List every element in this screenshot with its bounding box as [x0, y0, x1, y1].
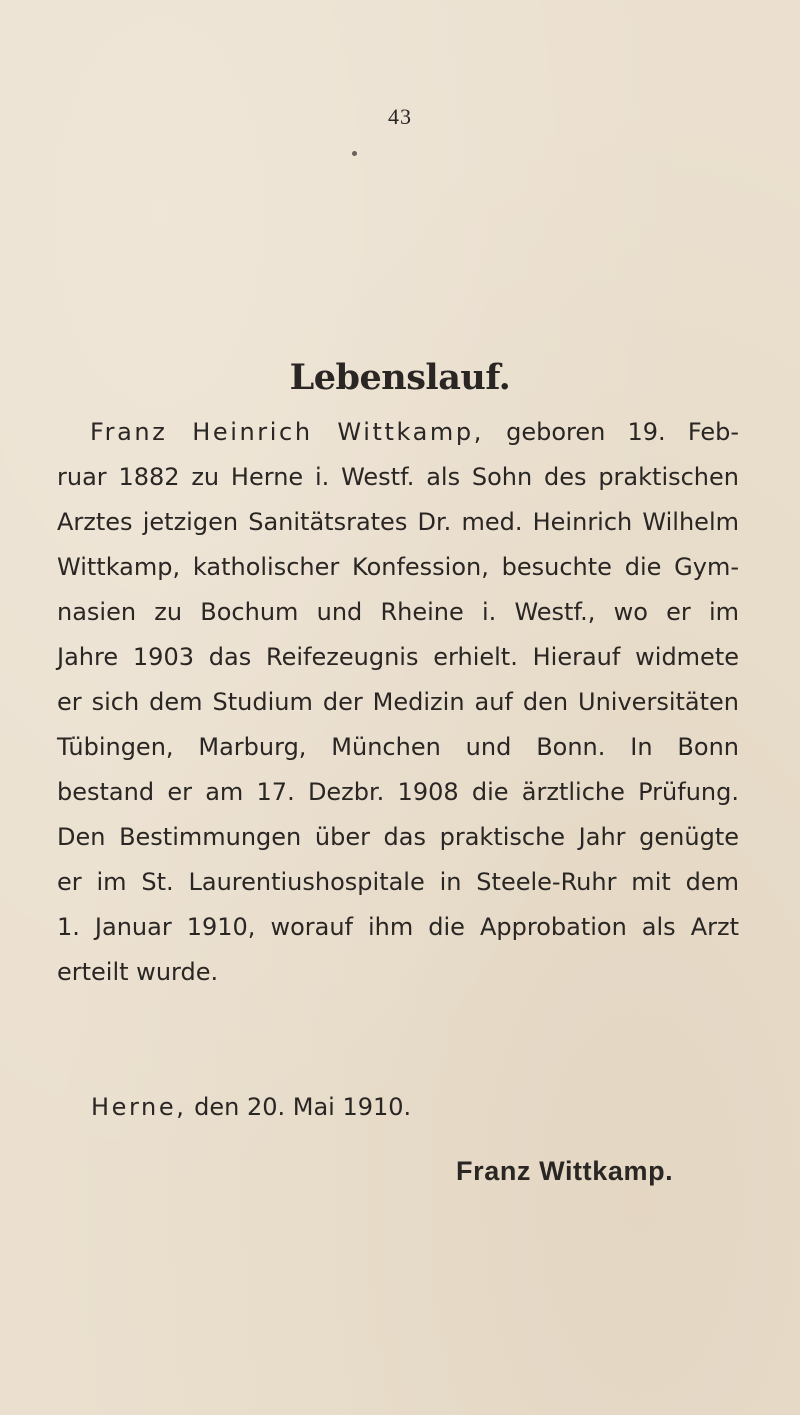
- date: den 20. Mai 1910.: [186, 1093, 412, 1121]
- page-number: 43: [388, 104, 412, 129]
- author-name-spaced: Franz Heinrich Wittkamp,: [90, 418, 484, 446]
- paragraph-line: Arztes jetzigen Sanitätsrates Dr. med. Heinrich Wilhelm: [57, 508, 739, 536]
- signature: Franz Wittkamp.: [456, 1156, 674, 1186]
- paragraph-line: bestand er am 17. Dezbr. 1908 die ärztliche Prüfung.: [57, 778, 739, 806]
- paragraph-line: [90, 417, 739, 447]
- paragraph-line: Jahre 1903 das Reifezeugnis erhielt. Hierauf widmete: [57, 643, 739, 671]
- place: Herne,: [91, 1093, 187, 1121]
- place-and-date: [91, 1093, 411, 1121]
- paragraph-line: ruar 1882 zu Herne i. Westf. als Sohn des praktischen: [57, 463, 739, 491]
- paragraph-line: 1. Januar 1910, worauf ihm die Approbation als Arzt: [57, 913, 739, 941]
- paragraph-line: nasien zu Bochum und Rheine i. Westf., wo er im: [57, 598, 739, 626]
- paragraph-line: Wittkamp, katholischer Konfession, besuchte die Gym-: [57, 553, 739, 581]
- paragraph-line: erteilt wurde.: [57, 958, 219, 986]
- paragraph-line: Tübingen, Marburg, München und Bonn. In Bonn: [57, 733, 739, 761]
- paragraph-line: er im St. Laurentiushospitale in Steele-Ruhr mit dem: [57, 868, 739, 896]
- page-title: Lebenslauf.: [289, 357, 511, 398]
- paragraph-line: er sich dem Studium der Medizin auf den Universitäten: [57, 688, 739, 716]
- paragraph-line-text: geboren 19. Feb-: [483, 418, 739, 446]
- printing-dot: [352, 151, 357, 156]
- paragraph-line: Den Bestimmungen über das praktische Jahr genügte: [57, 823, 739, 851]
